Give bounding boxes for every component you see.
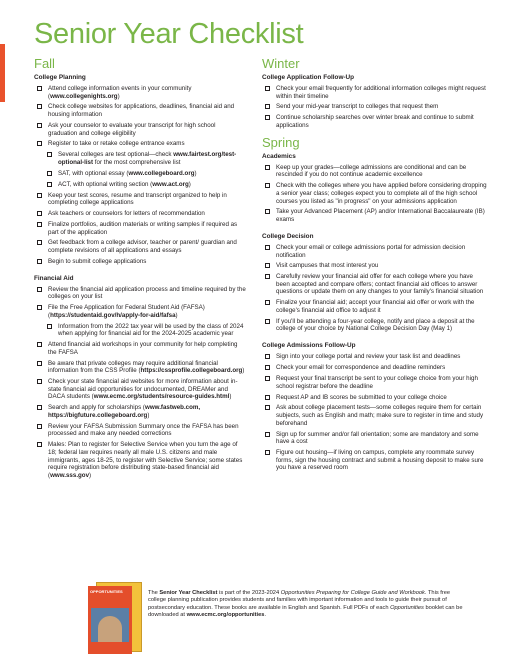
- checklist-item: [34, 423, 246, 438]
- checkbox-icon[interactable]: [265, 365, 270, 370]
- checklist-item: [34, 258, 246, 266]
- checkbox-icon[interactable]: [265, 209, 270, 214]
- cover-front: [88, 586, 132, 654]
- checkbox-icon[interactable]: [37, 305, 42, 310]
- group-heading-admissions-follow-up: College Admissions Follow-Up: [262, 342, 356, 350]
- checkbox-icon[interactable]: [37, 222, 42, 227]
- item-link[interactable]: https://cssprofile.collegeboard.org: [140, 367, 243, 375]
- item-text: Finalize portfolios, audition materials or writing samples if required as part of the application: [48, 220, 238, 236]
- item-text-after: ): [89, 471, 92, 479]
- item-text: Several colleges are test optional—check: [58, 151, 174, 159]
- admissions-follow-up-list: [262, 353, 487, 472]
- checklist-subitem: [44, 151, 246, 166]
- item-text: Carefully review your financial aid offer for each college where you have been accepted and compare offers; contact financial aid offices to answer questions or update them on any changes to your family's financial situation: [276, 273, 484, 296]
- checklist-item: [262, 299, 487, 314]
- booklet-cover-image: [88, 582, 142, 654]
- checkbox-icon[interactable]: [265, 165, 270, 170]
- checklist-item: [262, 431, 487, 446]
- item-text: File the Free Application for Federal Student Aid (FAFSA) (: [48, 304, 205, 319]
- checkbox-icon[interactable]: [37, 442, 42, 447]
- item-link[interactable]: www.ecmc.org/students/resource-guides.html: [93, 393, 230, 401]
- checkbox-icon[interactable]: [265, 245, 270, 250]
- checklist-item: [34, 404, 246, 419]
- group-heading-college-decision: College Decision: [262, 232, 314, 240]
- item-text: Search and apply for scholarships (: [48, 404, 145, 412]
- checklist-item: [34, 221, 246, 236]
- checkbox-icon[interactable]: [37, 361, 42, 366]
- checklist-item: [34, 140, 246, 148]
- college-decision-list: [262, 244, 487, 333]
- item-text: Finalize your financial aid; accept your financial aid offer or work with the college's financial aid office to adjust it: [276, 299, 475, 314]
- checklist-item: [262, 273, 487, 296]
- item-text: Check your email for correspondence and deadline reminders: [276, 364, 446, 372]
- checkbox-icon[interactable]: [37, 259, 42, 264]
- item-text: SAT, with optional essay (: [58, 169, 129, 177]
- item-text: Review your FAFSA Submission Summary once the FAFSA has been processed and make any needed corrections: [48, 422, 239, 438]
- left-column: [34, 57, 246, 483]
- checklist-subitem: [44, 181, 246, 189]
- checklist-item: [262, 208, 487, 223]
- item-text-after: ): [188, 180, 191, 188]
- item-text: Attend college information events in your community (: [48, 85, 192, 100]
- checklist-item: [262, 114, 487, 129]
- checklist-item: [34, 286, 246, 301]
- checkbox-icon[interactable]: [47, 324, 52, 329]
- group-heading-financial-aid: Financial Aid: [34, 274, 74, 282]
- checklist-item: [262, 85, 487, 100]
- item-text-after: for the most comprehensive list: [93, 158, 181, 166]
- item-text: Request your final transcript be sent to your college choice from your high school registrar before the deadline: [276, 375, 478, 390]
- checkbox-icon[interactable]: [37, 193, 42, 198]
- item-text-after: ): [242, 367, 245, 375]
- checklist-item: [34, 210, 246, 218]
- checklist-item: [34, 103, 246, 118]
- checklist-item: [262, 449, 487, 472]
- checklist-item: [34, 378, 246, 401]
- checkbox-icon[interactable]: [47, 171, 52, 176]
- checkbox-icon[interactable]: [265, 86, 270, 91]
- cover-photo-person: [98, 616, 122, 642]
- item-text: ACT, with optional writing section (: [58, 180, 153, 188]
- checkbox-icon[interactable]: [265, 395, 270, 400]
- item-text: Send your mid-year transcript to colleges that request them: [276, 103, 439, 111]
- checklist-item: [262, 103, 487, 111]
- page-title: Senior Year Checklist: [34, 18, 304, 50]
- checklist-item: [262, 394, 487, 402]
- checklist-item: [262, 244, 487, 259]
- item-text: Visit campuses that most interest you: [276, 262, 379, 270]
- item-text: Request AP and IB scores be submitted to your college choice: [276, 393, 447, 401]
- group-heading-college-planning: College Planning: [34, 74, 86, 81]
- item-text: Keep your test scores, resume and transcript organized to help in completing college applications: [48, 191, 227, 207]
- section-heading-winter: Winter: [262, 56, 300, 71]
- item-text: Check college websites for applications, deadlines, financial aid and housing information: [48, 103, 235, 119]
- item-text-after: ): [147, 411, 150, 419]
- checkbox-icon[interactable]: [265, 115, 270, 120]
- item-text: Keep up your grades—college admissions are conditional and can be rescinded if you do not continue academic excellence: [276, 163, 467, 179]
- item-link[interactable]: www.collegeboard.org: [128, 169, 195, 177]
- checkbox-icon[interactable]: [265, 376, 270, 381]
- item-link[interactable]: www.sss.gov: [50, 471, 90, 479]
- checkbox-icon[interactable]: [37, 342, 42, 347]
- item-text: Continue scholarship searches over winter break and continue to submit applications: [276, 114, 474, 129]
- item-text: Begin to submit college applications: [48, 257, 147, 265]
- checkbox-icon[interactable]: [37, 123, 42, 128]
- checkbox-icon[interactable]: [37, 104, 42, 109]
- checklist-item: [262, 164, 487, 179]
- accent-bar: [0, 44, 5, 102]
- item-text: Register to take or retake college entrance exams: [48, 140, 185, 148]
- checkbox-icon[interactable]: [37, 287, 42, 292]
- checklist-item: [262, 182, 487, 205]
- item-text: Ask teachers or counselors for letters of recommendation: [48, 210, 205, 218]
- financial-aid-list: [34, 286, 246, 479]
- checklist-item: [262, 318, 487, 333]
- checkbox-icon[interactable]: [265, 432, 270, 437]
- item-text: Be aware that private colleges may require additional financial information from the CSS Profile (: [48, 359, 218, 375]
- checkbox-icon[interactable]: [265, 450, 270, 455]
- checklist-item: [262, 353, 487, 361]
- item-text-after: ): [194, 169, 197, 177]
- checkbox-icon[interactable]: [265, 319, 270, 324]
- checklist-item: [34, 239, 246, 254]
- checkbox-icon[interactable]: [47, 182, 52, 187]
- item-text-after: ): [175, 311, 178, 319]
- checkbox-icon[interactable]: [37, 240, 42, 245]
- checkbox-icon[interactable]: [37, 211, 42, 216]
- footer-link[interactable]: www.ecmc.org/opportunities: [186, 612, 265, 619]
- checkbox-icon[interactable]: [265, 263, 270, 268]
- academics-list: [262, 164, 487, 224]
- checkbox-icon[interactable]: [265, 300, 270, 305]
- item-text: Ask about college placement tests—some colleges require them for certain subjects, such as English and math; make sure to register in time and study beforehand: [276, 404, 484, 427]
- college-planning-list: [34, 85, 246, 266]
- application-follow-up-list: [262, 85, 487, 130]
- item-text: Check your email or college admissions portal for admission decision notification: [276, 243, 466, 259]
- checkbox-icon[interactable]: [265, 183, 270, 188]
- item-text: Sign into your college portal and review your task list and deadlines: [276, 353, 461, 361]
- right-column: [262, 57, 487, 475]
- item-text: Take your Advanced Placement (AP) and/or International Baccalaureate (IB) exams: [276, 208, 485, 224]
- item-text: Check with the colleges where you have applied before considering dropping a senior year class; colleges expect you to complete all of the high school courses you listed as "in progress" on your admissions application: [276, 182, 487, 205]
- item-text-after: ): [229, 393, 232, 401]
- item-link[interactable]: www.fairtest.org/test-optional-list: [58, 151, 237, 166]
- item-text: Information from the 2022 tax year will be used by the class of 2024 when applying for financial aid for the 2024-2025 academic year: [58, 322, 244, 338]
- checkbox-icon[interactable]: [37, 141, 42, 146]
- checkbox-icon[interactable]: [47, 152, 52, 157]
- checkbox-icon[interactable]: [265, 405, 270, 410]
- checklist-item: [34, 192, 246, 207]
- section-heading-fall: Fall: [34, 56, 55, 71]
- checkbox-icon[interactable]: [37, 379, 42, 384]
- checkbox-icon[interactable]: [265, 274, 270, 279]
- checkbox-icon[interactable]: [265, 104, 270, 109]
- checklist-item: [34, 441, 246, 479]
- checkbox-icon[interactable]: [37, 86, 42, 91]
- checklist-item: [34, 304, 246, 319]
- checklist-item: [34, 341, 246, 356]
- item-text: If you'll be attending a four-year college, notify and place a deposit at the college of your choice by National College Decision Day (May 1): [276, 317, 475, 333]
- checklist-item: [262, 262, 487, 270]
- item-link[interactable]: www.collegenights.org: [50, 92, 118, 100]
- checkbox-icon[interactable]: [37, 405, 42, 410]
- checkbox-icon[interactable]: [37, 424, 42, 429]
- item-text-after: ): [117, 92, 120, 100]
- checklist-item: [34, 85, 246, 100]
- item-text: Check your email frequently for additional information colleges might request within their timeline: [276, 85, 486, 100]
- item-text: Attend financial aid workshops in your community for help completing the FAFSA: [48, 341, 238, 356]
- item-text: Sign up for summer and/or fall orientation; some are mandatory and some have a cost: [276, 430, 479, 446]
- item-text: Check your state financial aid websites for more information about in-state financial aid opportunities for undocumented, DREAMer and DACA students (: [48, 378, 238, 401]
- checklist-item: [262, 404, 487, 427]
- checklist-subitem: [44, 323, 246, 338]
- item-text: Review the financial aid application process and timeline required by the colleges on your list: [48, 285, 246, 301]
- item-text: Ask your counselor to evaluate your transcript for high school graduation and college eligibility: [48, 121, 216, 137]
- footer-text: The Senior Year Checklist is part of the 2023-2024 Opportunities Preparing for College Guide and Workbook. This free college planning publication provides students and families with important information and tools to guide their pursuit of postsecondary education. These books are available in English and Spanish. Full PDFs of each Opportunities booklet can be downloaded at www.ecmc.org/opportunities.: [148, 590, 463, 619]
- checklist-item: [34, 122, 246, 137]
- group-heading-application-follow-up: College Application Follow-Up: [262, 74, 355, 81]
- checklist-item: [34, 360, 246, 375]
- item-text: Get feedback from a college advisor, teacher or parent/ guardian and complete revisions of all applications and essays: [48, 239, 237, 255]
- item-text: Males: Plan to register for Selective Service when you turn the age of 18; federal law requires nearly all male U.S. citizens and male immigrants, ages 18-25, to register with Selective Service; some states require registration before distributing state-based financial aid (: [48, 441, 243, 479]
- checklist-subitem: [44, 170, 246, 178]
- item-link[interactable]: https://studentaid.gov/h/apply-for-aid/fafsa: [50, 311, 176, 319]
- checklist-item: [262, 375, 487, 390]
- cover-title: OPPORTUNITIES: [90, 589, 123, 594]
- item-text: Figure out housing—if living on campus, complete any roommate survey forms, sign the housing contract and submit a housing deposit to make sure you have a reserved room: [276, 449, 484, 472]
- group-heading-academics: Academics: [262, 152, 296, 160]
- item-link[interactable]: www.act.org: [152, 180, 189, 188]
- item-link[interactable]: www.fastweb.com, https://bigfuture.collegeboard.org: [48, 404, 201, 419]
- checklist-item: [262, 364, 487, 372]
- checkbox-icon[interactable]: [265, 354, 270, 359]
- section-heading-spring: Spring: [262, 134, 300, 150]
